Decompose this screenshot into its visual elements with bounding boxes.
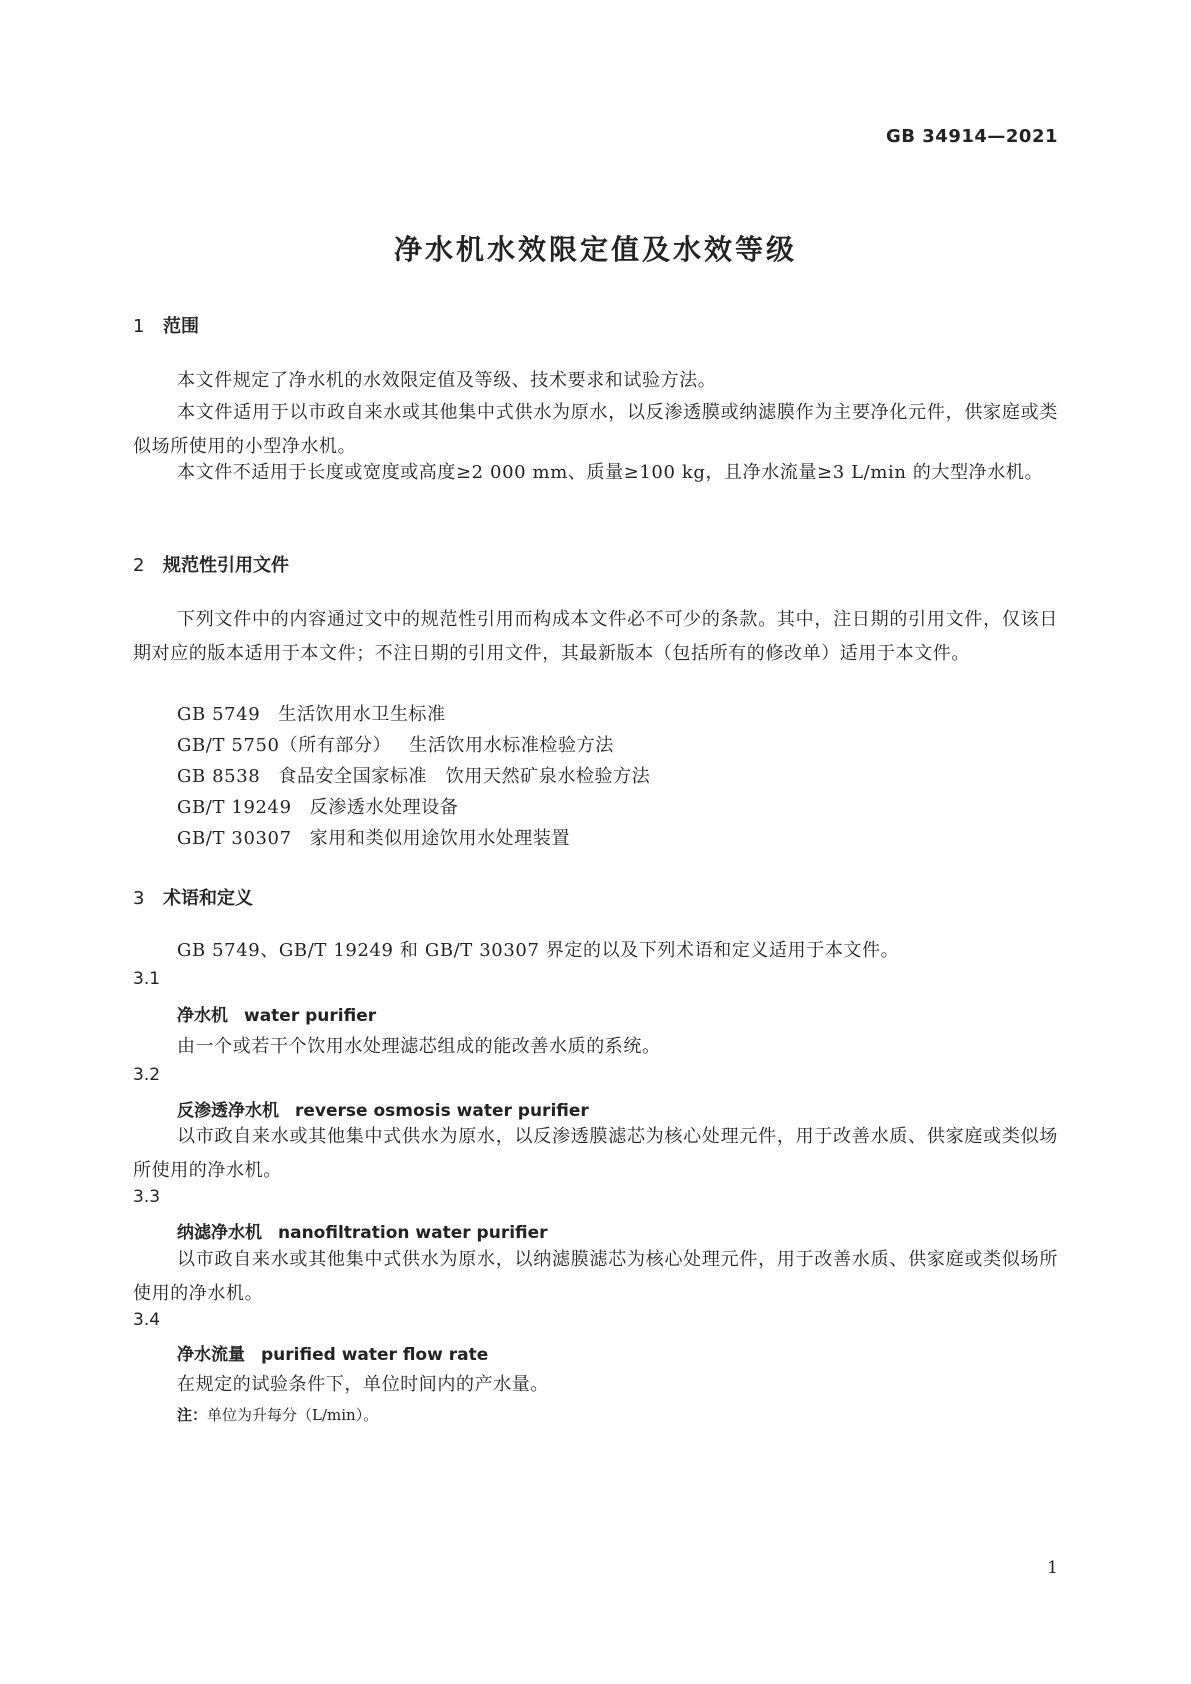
reference-code: GB/T 5750（所有部分）	[177, 735, 392, 756]
clause-number: 3.4	[133, 1310, 161, 1330]
clause-number: 3.1	[133, 969, 161, 989]
paragraph: 本文件适用于以市政自来水或其他集中式供水为原水，以反渗透膜或纳滤膜作为主要净化元件，供家庭或类似场所使用的小型净水机。	[133, 402, 1058, 457]
term-definition: 在规定的试验条件下，单位时间内的产水量。	[177, 1374, 549, 1395]
standard-code: GB 34914—2021	[886, 126, 1058, 147]
reference-code: GB/T 19249	[177, 797, 292, 818]
term-heading	[177, 1218, 548, 1243]
term-definition: 以市政自来水或其他集中式供水为原水，以纳滤膜滤芯为核心处理元件，用于改善水质、供家庭或类似场所使用的净水机。	[133, 1249, 1058, 1304]
clause-number: 3.2	[133, 1065, 161, 1085]
clause-number: 3.3	[133, 1187, 161, 1207]
section-number: 1	[133, 316, 145, 337]
section-title: 规范性引用文件	[163, 555, 289, 576]
reference-item	[177, 700, 446, 726]
term-en: water purifier	[244, 1006, 377, 1026]
term-zh: 净水流量	[177, 1345, 245, 1365]
reference-item	[177, 793, 458, 819]
section-1-heading	[133, 312, 199, 338]
section-number: 2	[133, 555, 145, 576]
note-text: 单位为升每分（L/min）。	[207, 1406, 379, 1424]
section-title: 术语和定义	[163, 888, 253, 909]
section-3-heading	[133, 884, 253, 910]
note-label: 注：	[177, 1406, 208, 1424]
term-heading	[177, 1096, 589, 1121]
note	[177, 1404, 378, 1425]
section-3-intro: GB 5749、GB/T 19249 和 GB/T 30307 界定的以及下列术语和定义适用于本文件。	[177, 940, 900, 961]
term-heading	[177, 1340, 488, 1365]
reference-name: 生活饮用水卫生标准	[278, 704, 446, 725]
reference-name: 反渗透水处理设备	[309, 797, 459, 818]
paragraph: 本文件不适用于长度或宽度或高度≥2 000 mm、质量≥100 kg，且净水流量≥3 L/min 的大型净水机。	[177, 462, 1044, 483]
section-number: 3	[133, 888, 145, 909]
reference-name: 生活饮用水标准检验方法	[409, 735, 614, 756]
term-zh: 纳滤净水机	[177, 1223, 262, 1243]
paragraph: 下列文件中的内容通过文中的规范性引用而构成本文件必不可少的条款。其中，注日期的引用文件，仅该日期对应的版本适用于本文件；不注日期的引用文件，其最新版本（包括所有的修改单）适用于本文件。	[133, 609, 1058, 664]
section-2-heading	[133, 551, 289, 577]
term-en: purified water flow rate	[261, 1345, 489, 1365]
term-zh: 净水机	[177, 1006, 228, 1026]
paragraph: 本文件规定了净水机的水效限定值及等级、技术要求和试验方法。	[177, 370, 717, 391]
term-definition: 由一个或若干个饮用水处理滤芯组成的能改善水质的系统。	[177, 1036, 661, 1057]
reference-name: 食品安全国家标准 饮用天然矿泉水检验方法	[278, 766, 651, 787]
reference-code: GB 8538	[177, 766, 261, 787]
reference-name: 家用和类似用途饮用水处理装置	[309, 828, 571, 849]
reference-code: GB 5749	[177, 704, 261, 725]
term-heading	[177, 1001, 376, 1026]
reference-item	[177, 731, 614, 757]
document-title: 净水机水效限定值及水效等级	[393, 233, 797, 266]
term-en: reverse osmosis water purifier	[295, 1101, 589, 1121]
term-definition: 以市政自来水或其他集中式供水为原水，以反渗透膜滤芯为核心处理元件，用于改善水质、供家庭或类似场所使用的净水机。	[133, 1126, 1058, 1181]
reference-code: GB/T 30307	[177, 828, 292, 849]
section-title: 范围	[163, 316, 199, 337]
page-number: 1	[1047, 1558, 1058, 1578]
term-zh: 反渗透净水机	[177, 1101, 279, 1121]
reference-item	[177, 824, 570, 850]
reference-item	[177, 762, 650, 788]
term-en: nanofiltration water purifier	[278, 1223, 548, 1243]
